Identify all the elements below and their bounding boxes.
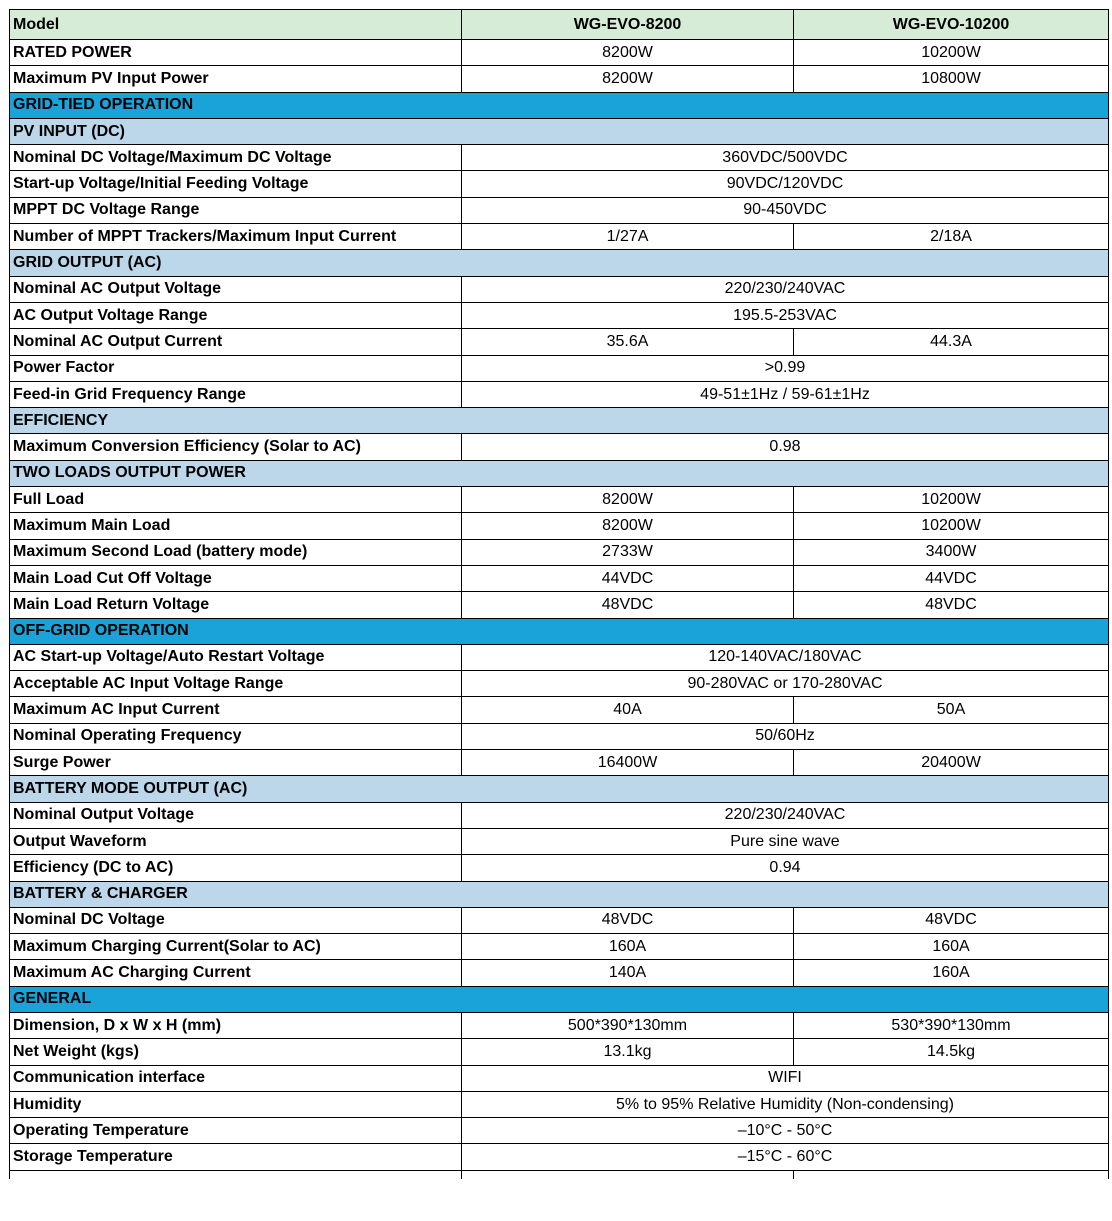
section-header-row	[10, 118, 1109, 144]
spec-value: 2/18A	[794, 224, 1109, 250]
section-title: GRID OUTPUT (AC)	[10, 250, 1109, 276]
spec-row	[10, 539, 1109, 565]
spec-value: 530*390*130mm	[794, 1012, 1109, 1038]
section-header-row	[10, 881, 1109, 907]
spec-label: MPPT DC Voltage Range	[10, 197, 462, 223]
spec-value: 35.6A	[462, 329, 794, 355]
spec-row	[10, 828, 1109, 854]
spec-row	[10, 381, 1109, 407]
spec-label: Storage Temperature	[10, 1144, 462, 1170]
spec-label: AC Start-up Voltage/Auto Restart Voltage	[10, 644, 462, 670]
section-header-row	[10, 618, 1109, 644]
spec-value: 160A	[794, 960, 1109, 986]
spec-row	[10, 276, 1109, 302]
spec-value: 1/27A	[462, 224, 794, 250]
spec-row	[10, 40, 1109, 66]
header-row	[10, 10, 1109, 40]
spec-label: Maximum PV Input Power	[10, 66, 462, 92]
spec-value: Pure sine wave	[462, 828, 1109, 854]
spec-label: Power Factor	[10, 355, 462, 381]
spec-label: Dimension, D x W x H (mm)	[10, 1012, 462, 1038]
spec-value: 40A	[462, 697, 794, 723]
spec-label: Communication interface	[10, 1065, 462, 1091]
spec-value: 500*390*130mm	[462, 1012, 794, 1038]
spec-value: 44VDC	[462, 565, 794, 591]
spec-label: Nominal DC Voltage/Maximum DC Voltage	[10, 145, 462, 171]
spec-label: Nominal AC Output Current	[10, 329, 462, 355]
spec-value: 48VDC	[462, 907, 794, 933]
spec-value: 48VDC	[794, 907, 1109, 933]
spec-value: 50A	[794, 697, 1109, 723]
spec-value: 8200W	[462, 40, 794, 66]
spec-row	[10, 644, 1109, 670]
spec-row	[10, 697, 1109, 723]
model-name: WG-EVO-8200	[462, 10, 794, 40]
spec-row	[10, 802, 1109, 828]
spec-value: 120-140VAC/180VAC	[462, 644, 1109, 670]
spec-row	[10, 434, 1109, 460]
spec-row	[10, 565, 1109, 591]
spec-row	[10, 487, 1109, 513]
spec-value: 50/60Hz	[462, 723, 1109, 749]
spec-row	[10, 513, 1109, 539]
spec-row	[10, 171, 1109, 197]
spec-row	[10, 329, 1109, 355]
section-title: BATTERY & CHARGER	[10, 881, 1109, 907]
spec-label: Start-up Voltage/Initial Feeding Voltage	[10, 171, 462, 197]
spec-label: Nominal AC Output Voltage	[10, 276, 462, 302]
spec-value: –10°C - 50°C	[462, 1118, 1109, 1144]
section-title: GRID-TIED OPERATION	[10, 92, 1109, 118]
spec-label: Nominal Output Voltage	[10, 802, 462, 828]
spec-label: Number of MPPT Trackers/Maximum Input Current	[10, 224, 462, 250]
spec-value: 5% to 95% Relative Humidity (Non-condensing)	[462, 1091, 1109, 1117]
spec-value: 220/230/240VAC	[462, 276, 1109, 302]
empty-cell	[462, 1170, 794, 1179]
spec-label: AC Output Voltage Range	[10, 302, 462, 328]
spec-label: RATED POWER	[10, 40, 462, 66]
spec-value: 90VDC/120VDC	[462, 171, 1109, 197]
section-header-row	[10, 92, 1109, 118]
spec-value: 10200W	[794, 487, 1109, 513]
spec-label: Full Load	[10, 487, 462, 513]
spec-row-partial	[10, 1170, 1109, 1179]
section-title: EFFICIENCY	[10, 408, 1109, 434]
spec-value: 3400W	[794, 539, 1109, 565]
spec-value: 0.98	[462, 434, 1109, 460]
spec-value: 20400W	[794, 750, 1109, 776]
spec-value: 8200W	[462, 66, 794, 92]
spec-value: 160A	[462, 934, 794, 960]
spec-value: 0.94	[462, 855, 1109, 881]
spec-value: >0.99	[462, 355, 1109, 381]
spec-label: Maximum AC Charging Current	[10, 960, 462, 986]
section-title: TWO LOADS OUTPUT POWER	[10, 460, 1109, 486]
spec-label: Maximum Second Load (battery mode)	[10, 539, 462, 565]
spec-value: 2733W	[462, 539, 794, 565]
empty-cell	[794, 1170, 1109, 1179]
spec-table	[9, 9, 1109, 1179]
section-header-row	[10, 460, 1109, 486]
spec-label: Operating Temperature	[10, 1118, 462, 1144]
model-name: WG-EVO-10200	[794, 10, 1109, 40]
spec-label: Maximum Conversion Efficiency (Solar to AC)	[10, 434, 462, 460]
spec-value: 160A	[794, 934, 1109, 960]
spec-row	[10, 1065, 1109, 1091]
spec-row	[10, 355, 1109, 381]
spec-value: 10200W	[794, 513, 1109, 539]
spec-label: Output Waveform	[10, 828, 462, 854]
spec-table-body	[10, 10, 1109, 1180]
spec-row	[10, 224, 1109, 250]
spec-label: Feed-in Grid Frequency Range	[10, 381, 462, 407]
spec-value: 14.5kg	[794, 1039, 1109, 1065]
spec-value: 13.1kg	[462, 1039, 794, 1065]
spec-row	[10, 855, 1109, 881]
spec-value: 49-51±1Hz / 59-61±1Hz	[462, 381, 1109, 407]
spec-value: 195.5-253VAC	[462, 302, 1109, 328]
spec-value: 360VDC/500VDC	[462, 145, 1109, 171]
spec-value: 8200W	[462, 513, 794, 539]
section-header-row	[10, 250, 1109, 276]
section-title: OFF-GRID OPERATION	[10, 618, 1109, 644]
spec-row	[10, 934, 1109, 960]
spec-row	[10, 302, 1109, 328]
spec-label: Surge Power	[10, 750, 462, 776]
section-title: PV INPUT (DC)	[10, 118, 1109, 144]
spec-value: 90-450VDC	[462, 197, 1109, 223]
spec-value: 44VDC	[794, 565, 1109, 591]
spec-row	[10, 671, 1109, 697]
spec-label: Humidity	[10, 1091, 462, 1117]
spec-label: Efficiency (DC to AC)	[10, 855, 462, 881]
spec-row	[10, 1012, 1109, 1038]
spec-row	[10, 592, 1109, 618]
spec-value: 220/230/240VAC	[462, 802, 1109, 828]
section-header-row	[10, 408, 1109, 434]
spec-row	[10, 960, 1109, 986]
spec-label: Net Weight (kgs)	[10, 1039, 462, 1065]
spec-row	[10, 197, 1109, 223]
spec-row	[10, 723, 1109, 749]
spec-row	[10, 907, 1109, 933]
spec-value: 48VDC	[794, 592, 1109, 618]
spec-label: Main Load Return Voltage	[10, 592, 462, 618]
spec-label: Maximum Charging Current(Solar to AC)	[10, 934, 462, 960]
spec-label: Nominal DC Voltage	[10, 907, 462, 933]
spec-label: Maximum Main Load	[10, 513, 462, 539]
spec-row	[10, 1118, 1109, 1144]
spec-value: 8200W	[462, 487, 794, 513]
spec-value: 16400W	[462, 750, 794, 776]
spec-row	[10, 145, 1109, 171]
spec-value: 44.3A	[794, 329, 1109, 355]
header-label: Model	[10, 10, 462, 40]
spec-label: Nominal Operating Frequency	[10, 723, 462, 749]
spec-row	[10, 1039, 1109, 1065]
section-title: GENERAL	[10, 986, 1109, 1012]
section-header-row	[10, 776, 1109, 802]
spec-row	[10, 750, 1109, 776]
spec-value: 140A	[462, 960, 794, 986]
spec-value: 48VDC	[462, 592, 794, 618]
spec-label: Acceptable AC Input Voltage Range	[10, 671, 462, 697]
spec-value: –15°C - 60°C	[462, 1144, 1109, 1170]
spec-value: WIFI	[462, 1065, 1109, 1091]
spec-value: 90-280VAC or 170-280VAC	[462, 671, 1109, 697]
spec-value: 10200W	[794, 40, 1109, 66]
section-title: BATTERY MODE OUTPUT (AC)	[10, 776, 1109, 802]
spec-label: Main Load Cut Off Voltage	[10, 565, 462, 591]
spec-value: 10800W	[794, 66, 1109, 92]
section-header-row	[10, 986, 1109, 1012]
spec-row	[10, 1144, 1109, 1170]
spec-row	[10, 66, 1109, 92]
spec-label: Maximum AC Input Current	[10, 697, 462, 723]
spec-row	[10, 1091, 1109, 1117]
empty-cell	[10, 1170, 462, 1179]
